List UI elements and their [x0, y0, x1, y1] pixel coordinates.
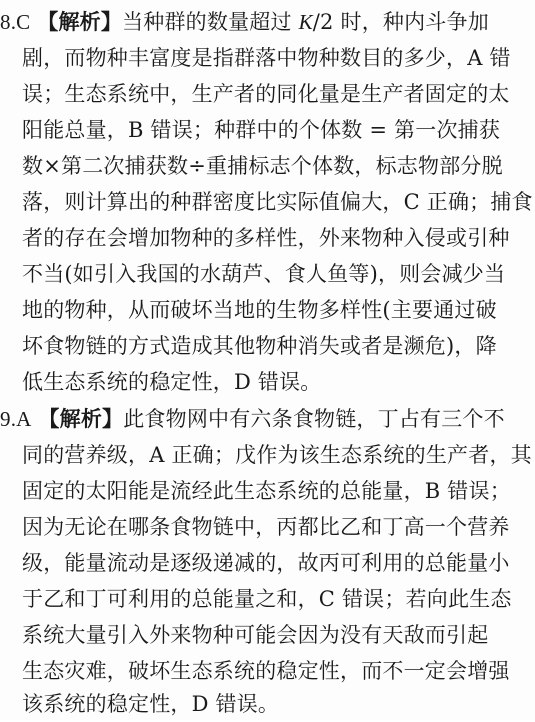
q8-number: 8. [0, 10, 17, 34]
q9-line-7: 系统大量引入外来物种可能会因为没有天敌而引起 [22, 623, 489, 647]
q9-line-9: 该系统的稳定性，D 错误。 [22, 692, 280, 716]
q9-text-1: 此食物网中有六条食物链，丁占有三个不 [123, 407, 505, 431]
q8-line-6: 落，则计算出的种群密度比实际值偏大，C 正确；捕食 [22, 190, 533, 214]
q9-analysis-tag: 【解析】 [38, 407, 124, 431]
q9-line-5: 级，能量流动是逐级递减的，故丙可利用的总能量小 [22, 551, 510, 575]
q8-k-symbol: K [298, 10, 313, 34]
q9-answer: A [16, 407, 32, 431]
q8-line-7: 者的存在会增加物种的多样性，外来物种入侵或引种 [22, 226, 510, 250]
q9-line-8: 生态灾难，破坏生态系统的稳定性，而不一定会增强 [22, 659, 510, 683]
q8-line-10: 坏食物链的方式造成其他物种消失或者是濒危)，降 [22, 334, 497, 358]
q8-line-2: 剧，而物种丰富度是指群落中物种数目的多少，A 错 [22, 46, 511, 70]
q9-line-3: 固定的太阳能是流经此生态系统的总能量，B 错误； [22, 479, 511, 503]
q8-answer: C [16, 10, 31, 34]
q8-text-1: 当种群的数量超过 [122, 10, 299, 34]
q8-line-9: 地的物种，从而破坏当地的生物多样性(主要通过破 [22, 298, 497, 322]
q8-line-11: 低生态系统的稳定性，D 错误。 [22, 370, 322, 394]
q8-k-rest: /2 时，种内斗争加 [312, 10, 489, 34]
q9-number: 9. [0, 407, 17, 431]
q8-line-1 [0, 4, 535, 40]
q9-line-1 [0, 401, 535, 437]
q8-line-4: 阳能总量，B 错误；种群中的个体数 = 第一次捕获 [22, 118, 501, 142]
q8-line-5: 数×第二次捕获数÷重捕标志个体数，标志物部分脱 [22, 154, 503, 178]
q9-line-6: 于乙和丁可利用的总能量之和，C 错误；若向此生态 [22, 587, 512, 611]
q9-line-2: 同的营养级，A 正确；戊作为该生态系统的生产者，其 [22, 443, 532, 467]
q9-line-4: 因为无论在哪条食物链中，丙都比乙和丁高一个营养 [22, 515, 510, 539]
q8-line-8: 不当(如引入我国的水葫芦、食人鱼等)，则会减少当 [22, 262, 506, 286]
q8-line-3: 误；生态系统中，生产者的同化量是生产者固定的太 [22, 82, 510, 106]
q8-analysis-tag: 【解析】 [37, 10, 123, 34]
